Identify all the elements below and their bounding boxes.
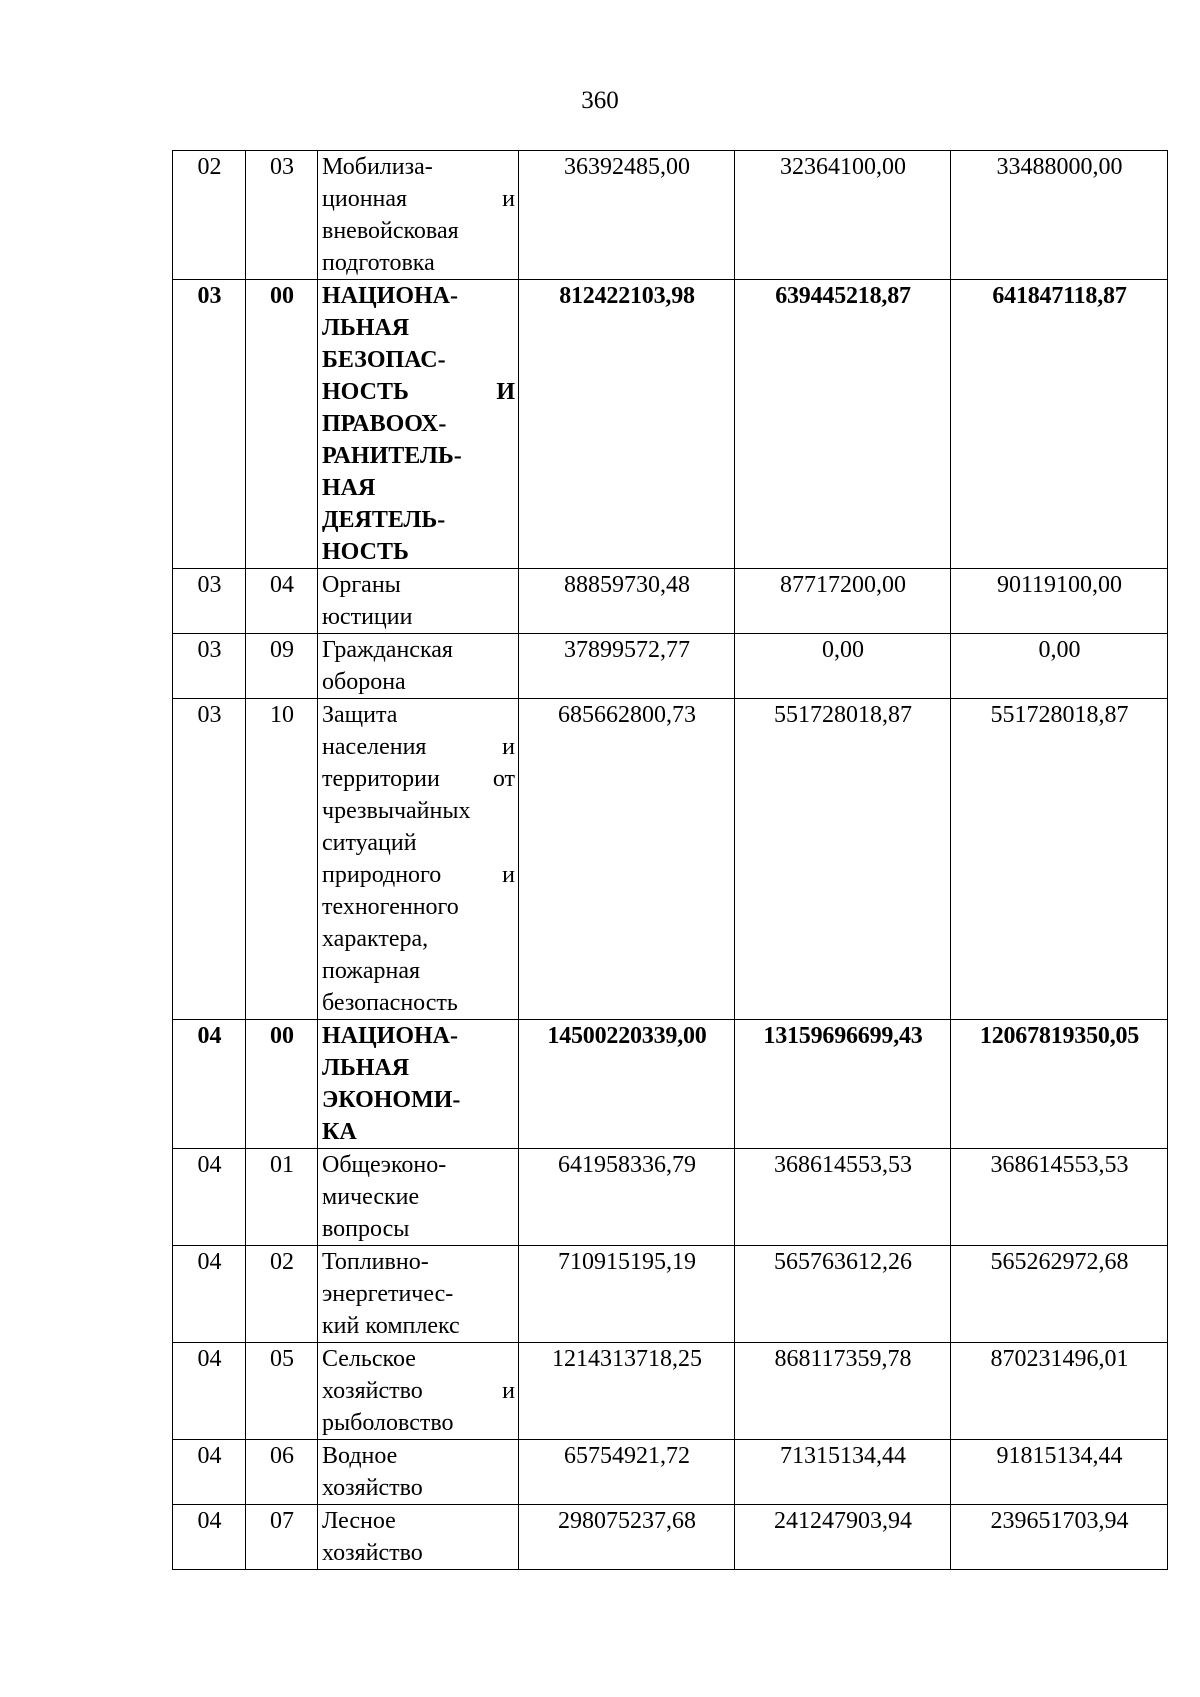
amount-1-cell: 37899572,77 xyxy=(519,634,735,699)
item-name-cell xyxy=(318,699,519,1020)
section-code-cell: 04 xyxy=(173,1440,246,1505)
item-name-line: НАЦИОНА- xyxy=(322,1023,458,1049)
amount-1-cell: 298075237,68 xyxy=(519,1505,735,1570)
subsection-code-cell: 06 xyxy=(246,1440,318,1505)
amount-3-cell: 91815134,44 xyxy=(951,1440,1168,1505)
item-name-cell xyxy=(318,1020,519,1149)
amount-3-cell: 33488000,00 xyxy=(951,151,1168,280)
subsection-code-cell: 09 xyxy=(246,634,318,699)
amount-2-cell: 565763612,26 xyxy=(735,1246,951,1343)
item-name-line: кий комплекс xyxy=(322,1313,460,1339)
section-code-cell: 03 xyxy=(173,280,246,569)
section-code-cell: 02 xyxy=(173,151,246,280)
item-name-line: хозяйство xyxy=(322,1475,423,1501)
item-name-line: территории от xyxy=(322,766,515,792)
amount-1-cell: 88859730,48 xyxy=(519,569,735,634)
item-name-line: подготовка xyxy=(322,250,435,276)
item-name-line: ционная и xyxy=(322,186,515,212)
amount-3-cell: 870231496,01 xyxy=(951,1343,1168,1440)
item-name-line: хозяйство xyxy=(322,1540,423,1566)
item-name-line: Сельское xyxy=(322,1346,416,1372)
amount-1-cell: 36392485,00 xyxy=(519,151,735,280)
section-code-cell: 04 xyxy=(173,1505,246,1570)
amount-3-cell: 239651703,94 xyxy=(951,1505,1168,1570)
amount-2-cell: 0,00 xyxy=(735,634,951,699)
item-name-cell xyxy=(318,1149,519,1246)
item-name-cell xyxy=(318,1343,519,1440)
item-name-line: Гражданская xyxy=(322,637,453,663)
amount-2-cell: 71315134,44 xyxy=(735,1440,951,1505)
item-name-line: ЛЬНАЯ xyxy=(322,315,410,341)
amount-2-cell: 868117359,78 xyxy=(735,1343,951,1440)
item-name-cell xyxy=(318,634,519,699)
section-code-cell: 03 xyxy=(173,569,246,634)
item-name-cell xyxy=(318,151,519,280)
amount-2-cell: 241247903,94 xyxy=(735,1505,951,1570)
amount-2-cell: 87717200,00 xyxy=(735,569,951,634)
item-name-line: Общеэконо- xyxy=(322,1152,447,1178)
page-number: 360 xyxy=(581,87,619,114)
item-name-line: Лесное xyxy=(322,1508,396,1534)
item-name-line: безопасность xyxy=(322,990,458,1016)
item-name-line: вопросы xyxy=(322,1216,410,1242)
subsection-code-cell: 02 xyxy=(246,1246,318,1343)
item-name-line: вневойсковая xyxy=(322,218,459,244)
amount-3-cell: 565262972,68 xyxy=(951,1246,1168,1343)
subsection-code-cell: 05 xyxy=(246,1343,318,1440)
item-name-line: Мобилиза- xyxy=(322,154,433,180)
item-name-line: ситуаций xyxy=(322,830,417,856)
table-row xyxy=(173,1020,1168,1149)
item-name-line: чрезвычайных xyxy=(322,798,471,824)
amount-3-cell: 0,00 xyxy=(951,634,1168,699)
budget-table-body xyxy=(173,151,1168,1570)
table-row xyxy=(173,699,1168,1020)
amount-2-cell: 368614553,53 xyxy=(735,1149,951,1246)
item-name-line: Водное xyxy=(322,1443,398,1469)
item-name-cell xyxy=(318,280,519,569)
item-name-cell xyxy=(318,1505,519,1570)
item-name-line: НАЯ xyxy=(322,475,376,501)
item-name-cell xyxy=(318,1246,519,1343)
table-row xyxy=(173,151,1168,280)
item-name-line: НАЦИОНА- xyxy=(322,283,458,309)
amount-3-cell: 12067819350,05 xyxy=(951,1020,1168,1149)
item-name-line: РАНИТЕЛЬ- xyxy=(322,443,462,469)
item-name-line: ЛЬНАЯ xyxy=(322,1055,410,1081)
subsection-code-cell: 00 xyxy=(246,1020,318,1149)
amount-1-cell: 812422103,98 xyxy=(519,280,735,569)
table-row xyxy=(173,1343,1168,1440)
amount-1-cell: 710915195,19 xyxy=(519,1246,735,1343)
amount-2-cell: 13159696699,43 xyxy=(735,1020,951,1149)
amount-1-cell: 65754921,72 xyxy=(519,1440,735,1505)
subsection-code-cell: 07 xyxy=(246,1505,318,1570)
item-name-cell xyxy=(318,569,519,634)
item-name-line: ПРАВООХ- xyxy=(322,411,447,437)
item-name-line: юстиции xyxy=(322,604,413,630)
section-code-cell: 04 xyxy=(173,1020,246,1149)
item-name-line: Топливно- xyxy=(322,1249,429,1275)
subsection-code-cell: 01 xyxy=(246,1149,318,1246)
item-name-line: НОСТЬ И xyxy=(322,379,515,405)
section-code-cell: 04 xyxy=(173,1343,246,1440)
item-name-line: Защита xyxy=(322,702,398,728)
item-name-line: характера, xyxy=(322,926,429,952)
item-name-line: техногенного xyxy=(322,894,459,920)
subsection-code-cell: 00 xyxy=(246,280,318,569)
amount-3-cell: 368614553,53 xyxy=(951,1149,1168,1246)
section-code-cell: 03 xyxy=(173,634,246,699)
amount-1-cell: 641958336,79 xyxy=(519,1149,735,1246)
item-name-line: хозяйство и xyxy=(322,1378,515,1404)
item-name-line: оборона xyxy=(322,669,406,695)
table-row xyxy=(173,1440,1168,1505)
amount-2-cell: 551728018,87 xyxy=(735,699,951,1020)
table-row xyxy=(173,634,1168,699)
item-name-line: пожарная xyxy=(322,958,421,984)
table-row xyxy=(173,1246,1168,1343)
section-code-cell: 03 xyxy=(173,699,246,1020)
table-row xyxy=(173,1505,1168,1570)
item-name-line: рыболовство xyxy=(322,1410,454,1436)
table-row xyxy=(173,280,1168,569)
amount-2-cell: 639445218,87 xyxy=(735,280,951,569)
item-name-line: БЕЗОПАС- xyxy=(322,347,446,373)
amount-2-cell: 32364100,00 xyxy=(735,151,951,280)
section-code-cell: 04 xyxy=(173,1149,246,1246)
item-name-line: НОСТЬ xyxy=(322,539,409,565)
amount-3-cell: 90119100,00 xyxy=(951,569,1168,634)
item-name-line: мические xyxy=(322,1184,420,1210)
subsection-code-cell: 04 xyxy=(246,569,318,634)
item-name-line: КА xyxy=(322,1119,357,1145)
item-name-line: энергетичес- xyxy=(322,1281,454,1307)
item-name-line: населения и xyxy=(322,734,515,760)
budget-table xyxy=(172,150,1168,1570)
item-name-cell xyxy=(318,1440,519,1505)
item-name-line: ДЕЯТЕЛЬ- xyxy=(322,507,446,533)
subsection-code-cell: 10 xyxy=(246,699,318,1020)
amount-3-cell: 551728018,87 xyxy=(951,699,1168,1020)
section-code-cell: 04 xyxy=(173,1246,246,1343)
item-name-line: природного и xyxy=(322,862,515,888)
table-row xyxy=(173,569,1168,634)
table-row xyxy=(173,1149,1168,1246)
item-name-line: ЭКОНОМИ- xyxy=(322,1087,461,1113)
subsection-code-cell: 03 xyxy=(246,151,318,280)
item-name-line: Органы xyxy=(322,572,401,598)
amount-1-cell: 685662800,73 xyxy=(519,699,735,1020)
amount-1-cell: 14500220339,00 xyxy=(519,1020,735,1149)
amount-1-cell: 1214313718,25 xyxy=(519,1343,735,1440)
amount-3-cell: 641847118,87 xyxy=(951,280,1168,569)
